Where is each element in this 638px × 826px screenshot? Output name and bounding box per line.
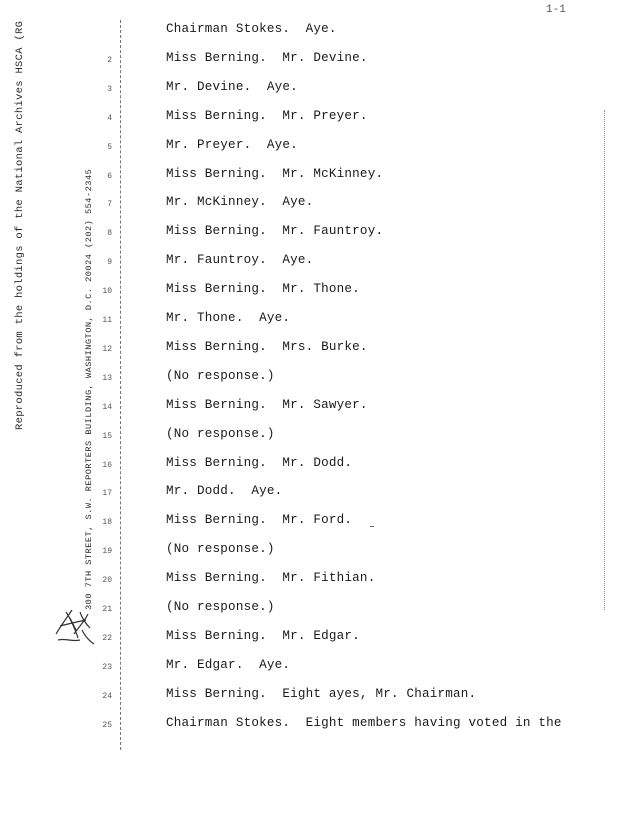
line-number: 3 <box>107 84 112 94</box>
archives-stamp: Reproduced from the holdings of the National Archives HSCA (RG <box>14 20 26 430</box>
reporter-stamp: 300 7TH STREET, S.W. REPORTERS BUILDING, WASHINGTON, D.C. 20024 (202) 554-2345 <box>84 168 94 610</box>
transcript-line: Miss Berning. Mr. Thone. <box>166 282 360 297</box>
transcript-line: Chairman Stokes. Aye. <box>166 22 337 36</box>
line-number: 20 <box>102 576 112 586</box>
transcript-line: (No response.) <box>166 542 275 557</box>
transcript-line: Miss Berning. Mr. Fauntroy. <box>166 224 384 239</box>
transcript-line: Mr. McKinney. Aye. <box>166 195 314 210</box>
transcript-line: Miss Berning. Mr. Edgar. <box>166 628 360 643</box>
line-number: 21 <box>102 605 112 614</box>
transcript-line: Mr. Thone. Aye. <box>166 311 291 325</box>
page-number: 1-1 <box>546 4 566 16</box>
line-number: 5 <box>107 142 112 152</box>
line-number: 11 <box>102 316 112 325</box>
transcript-line: Miss Berning. Mr. Ford. <box>166 513 353 528</box>
line-number: 2 <box>107 55 112 65</box>
transcript-line: Miss Berning. Mrs. Burke. <box>166 339 368 354</box>
line-number: 17 <box>102 489 112 499</box>
line-number: 23 <box>102 662 112 672</box>
transcript-line: Mr. Preyer. Aye. <box>166 137 298 152</box>
transcript-line: Miss Berning. Mr. Devine. <box>166 50 368 65</box>
line-number: 4 <box>107 113 112 123</box>
transcript-line: Chairman Stokes. Eight members having voted in the <box>166 715 562 730</box>
transcript-line: Miss Berning. Mr. Sawyer. <box>166 397 368 412</box>
line-number: 14 <box>102 402 112 412</box>
transcript-line: Miss Berning. Mr. McKinney. <box>166 166 384 181</box>
line-number: 25 <box>102 720 112 730</box>
line-number: 13 <box>102 373 112 383</box>
line-number: 24 <box>102 691 112 701</box>
transcript-line: Miss Berning. Eight ayes, Mr. Chairman. <box>166 686 477 701</box>
line-number-rule <box>120 20 121 750</box>
transcript-line: Mr. Dodd. Aye. <box>166 484 283 499</box>
line-number: 12 <box>102 344 112 354</box>
line-number: 9 <box>107 258 112 268</box>
line-number: 8 <box>107 229 112 239</box>
line-number: 15 <box>102 431 112 441</box>
right-margin-rule <box>604 110 605 610</box>
line-number: 10 <box>102 287 112 297</box>
transcript-line: Miss Berning. Mr. Preyer. <box>166 108 368 123</box>
line-number: 18 <box>102 518 112 528</box>
transcript-line: (No response.) <box>166 426 275 441</box>
line-number: 16 <box>102 460 112 470</box>
transcript-line: Mr. Devine. Aye. <box>166 79 298 94</box>
line-number: 6 <box>107 171 112 181</box>
handwritten-initials <box>52 604 98 648</box>
transcript-line: (No response.) <box>166 600 275 614</box>
line-number: 19 <box>102 547 112 557</box>
transcript-line: Mr. Fauntroy. Aye. <box>166 253 314 268</box>
transcript-line: Mr. Edgar. Aye. <box>166 657 291 672</box>
line-number: 7 <box>107 200 112 210</box>
line-number: 22 <box>102 633 112 643</box>
stray-mark <box>370 526 374 527</box>
transcript-line: Miss Berning. Mr. Dodd. <box>166 455 353 470</box>
transcript-line: (No response.) <box>166 368 275 383</box>
transcript-line: Miss Berning. Mr. Fithian. <box>166 571 376 586</box>
